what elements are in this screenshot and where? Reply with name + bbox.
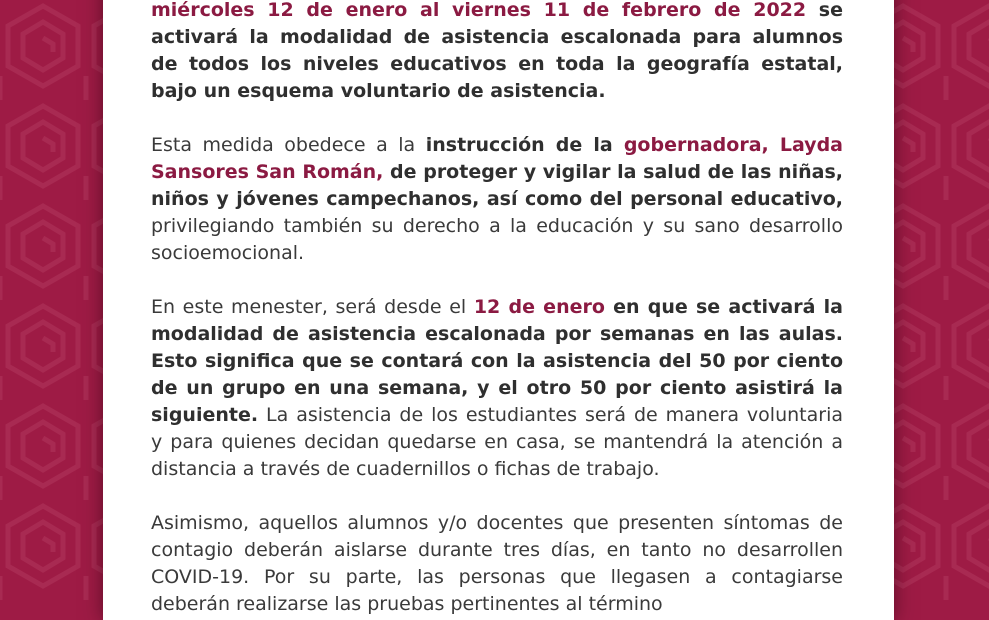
paragraph-dates (151, 0, 843, 105)
paragraph-symptoms (151, 510, 843, 618)
paragraph-instruction (151, 132, 843, 267)
paragraph-schedule-text-2: La asistencia de los estudiantes será de manera voluntaria y para quienes decidan quedarse en casa, se mantendrá la atención a distancia a través de cuadernillos o fichas de trabajo. (151, 404, 843, 480)
document-body (151, 0, 843, 618)
paragraph-schedule-text-1: En este menester, será desde el (151, 296, 474, 318)
paragraph-schedule (151, 294, 843, 483)
date-range-highlight: miércoles 12 de enero al viernes 11 de febrero de 2022 (151, 0, 807, 21)
paragraph-dates-bold: se activará la modalidad de asistencia escalonada para alumnos de todos los niveles educativos en toda la geografía estatal, bajo un esquema voluntario de asistencia. (151, 0, 843, 102)
paragraph-instruction-text-1: Esta medida obedece a la (151, 134, 426, 156)
document-card (103, 0, 894, 620)
paragraph-instruction-bold-1: instrucción de la (425, 134, 624, 156)
paragraph-instruction-bold-2: de proteger y vigilar la salud de las niñas, niños y jóvenes campechanos, así como del personal educativo, (151, 161, 843, 210)
paragraph-schedule-bold: en que se activará la modalidad de asistencia escalonada por semanas en las aulas. Esto significa que se contará con la asistencia del 50 por ciento de un grupo en una semana, y el otro 50 por ciento asistirá la siguiente. (151, 296, 843, 426)
start-date-highlight: 12 de enero (473, 296, 605, 318)
governor-name-highlight: gobernadora, Layda Sansores San Román, (151, 134, 843, 183)
paragraph-instruction-text-2: privilegiando también su derecho a la educación y su sano desarrollo socioemocional. (151, 215, 843, 264)
paragraph-symptoms-text: Asimismo, aquellos alumnos y/o docentes que presenten síntomas de contagio deberán aislarse durante tres días, en tanto no desarrollen COVID-19. Por su parte, las personas que llegasen a contagiarse deberán realizarse las pruebas pertinentes al término (151, 512, 843, 615)
